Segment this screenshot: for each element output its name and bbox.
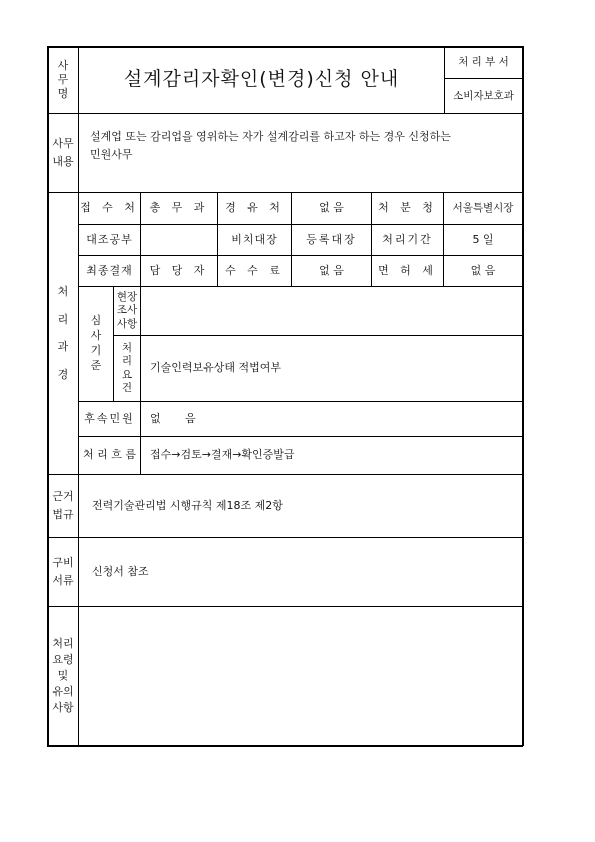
cell-license-tax-value: 없 음 [470,263,496,277]
cell-reception-value: 총 무 과 [149,201,209,215]
site-inspection-label: 현장 조사 사항 [116,291,138,330]
cell-approval-label: 최종결재 [86,263,133,277]
required-docs-label: 구비 서류 [52,556,74,587]
cell-ledger-label: 대조공부 [86,232,133,246]
notes-label: 처리 요령 및 유의 사항 [52,637,74,714]
cell-via-label: 경 유 처 [225,201,284,215]
page-title: 설계감리자확인(변경)신청 안내 [123,68,400,91]
follow-up-label: 후속민원 [84,411,135,425]
border-bottom [47,745,523,747]
cell-register-label: 비치대장 [231,232,278,246]
content-text: 설계업 또는 감리업을 영위하는 자가 설계감리를 하고자 하는 경우 신청하는 민원사무 [90,130,451,161]
cell-ledger-value [141,225,217,255]
header-side-label: 사 무 명 [57,59,69,100]
dept-value: 소비자보호과 [453,89,514,102]
processing-req-value: 기술인력보유상태 적법여부 [150,361,282,375]
content-label: 사무 내용 [52,137,74,168]
legal-basis-text: 전력기술관리법 시행규칙 제18조 제2항 [92,498,283,512]
review-criteria-label: 심 사 기 준 [90,314,102,372]
process-flow-value: 접수→검토→결재→확인증발급 [150,448,295,462]
notes-text [92,607,517,745]
cell-approval-value: 담 당 자 [149,263,209,277]
follow-v [140,401,141,474]
dept-label: 처 리 부 서 [458,56,509,69]
required-docs-text: 신청서 참조 [92,564,149,578]
review-v2 [140,286,141,401]
cell-fee-value: 없 음 [319,263,344,277]
cell-register-value: 등록대장 [306,232,357,246]
cell-disposer-value: 서울특별시장 [452,202,514,215]
process-flow-label: 처 리 흐 름 [83,448,136,462]
cell-fee-label: 수 수 료 [225,263,284,277]
site-inspection-value [150,287,520,335]
cell-disposer-label: 처 분 청 [378,201,437,215]
cell-period-label: 처리기간 [382,232,433,246]
process-label: 처 리 과 경 [57,285,69,381]
cell-license-tax-label: 면 허 세 [378,263,437,277]
cell-via-value: 없 음 [319,201,344,215]
follow-up-value: 없 음 [150,411,196,425]
border-right [522,46,524,746]
legal-basis-label: 근거 법규 [52,490,74,521]
cell-reception-label: 접 수 처 [80,201,139,215]
processing-req-label: 처 리 요 건 [121,342,133,394]
sep-header [47,113,523,114]
cell-period-value: 5 일 [472,232,494,246]
